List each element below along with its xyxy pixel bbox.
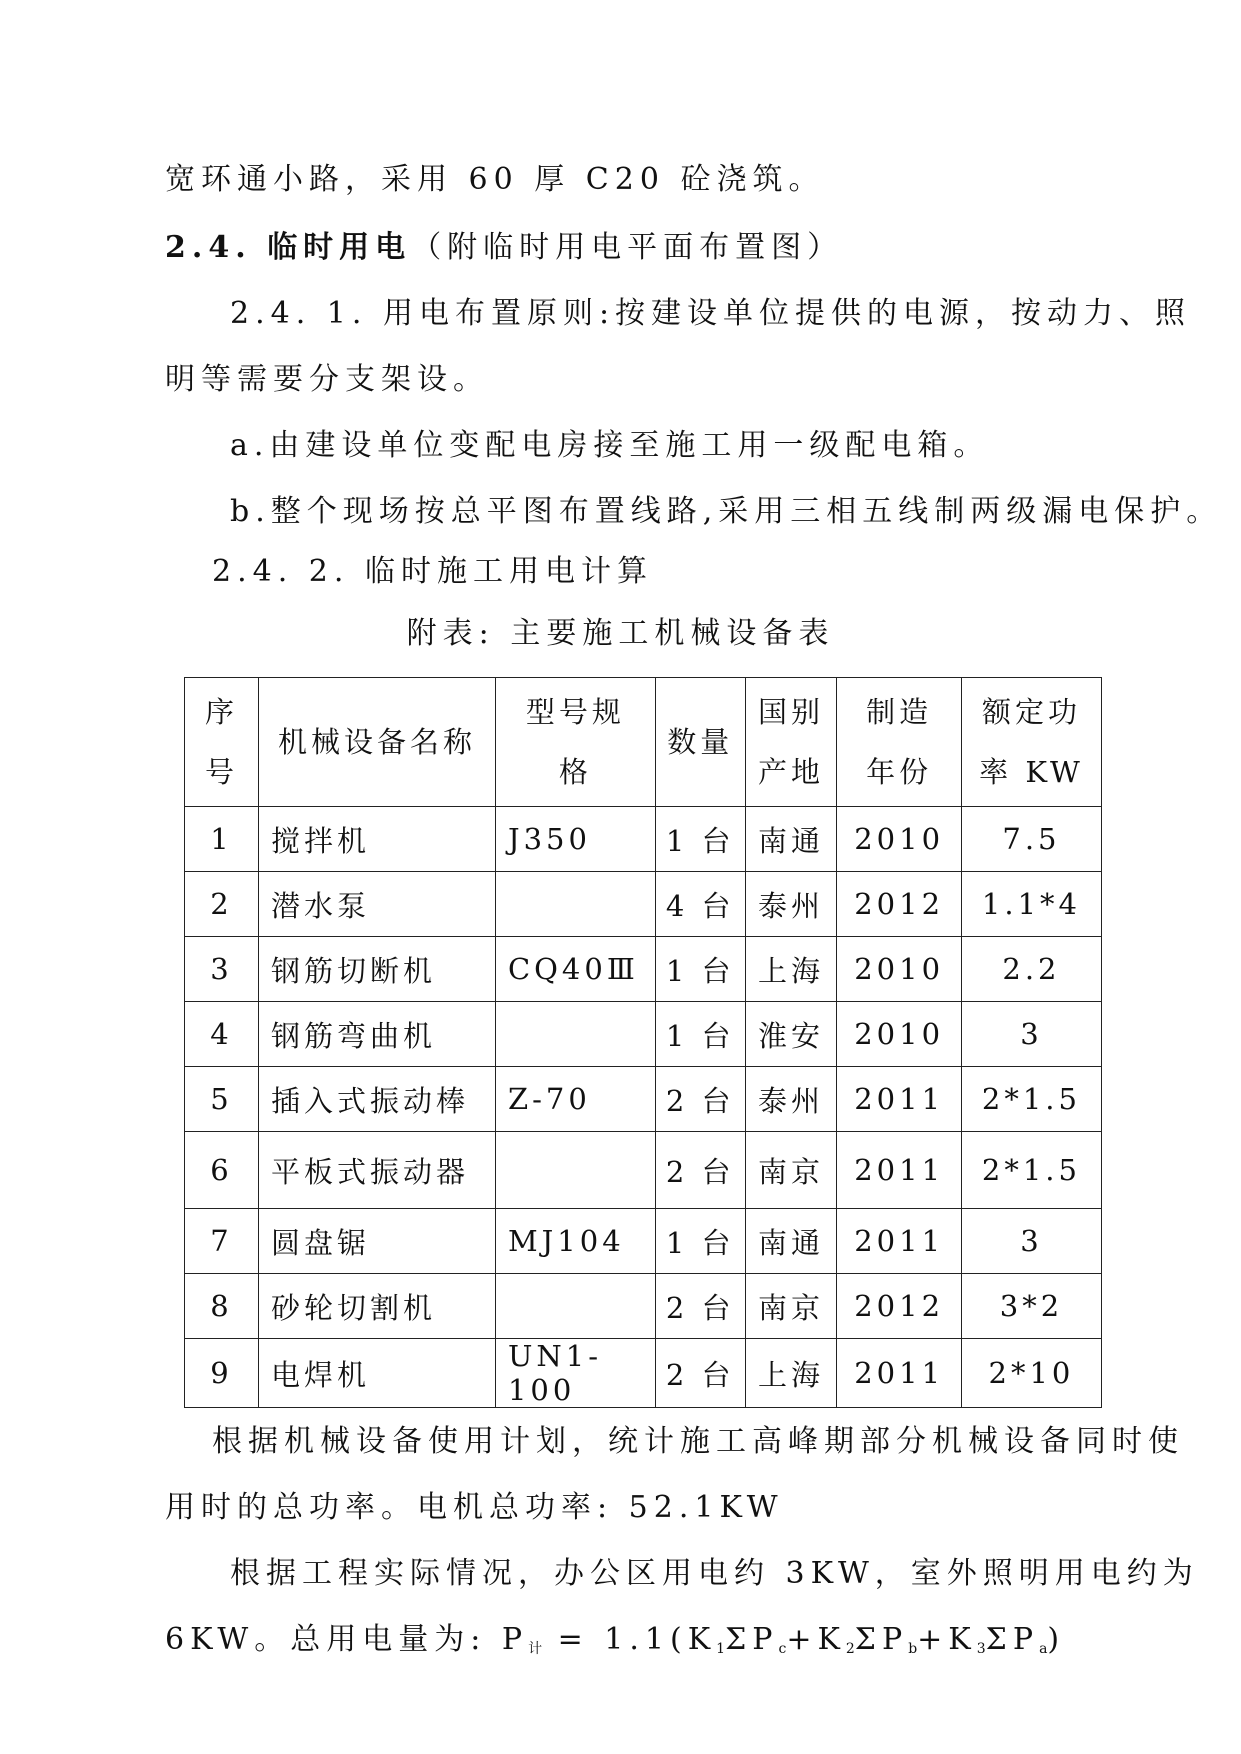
header-year: 制造 年份 (837, 678, 962, 807)
table-row: 4 钢筋弯曲机 1 台 淮安 2010 3 (185, 1002, 1102, 1067)
paragraph-principle-line1: 2.4. 1. 用电布置原则:按建设单位提供的电源，按动力、照 (230, 296, 1192, 331)
section-note: （附临时用电平面布置图） (411, 230, 844, 265)
paragraph-usage-line1: 根据工程实际情况，办公区用电约 3KW，室外照明用电约为 (230, 1556, 1199, 1591)
header-model: 型号规 格 (495, 678, 655, 807)
table-caption: 附表: 主要施工机械设备表 (406, 616, 835, 651)
paragraph-formula: 6KW。总用电量为: $P_计 = 1.1(K_1\Sigma P_c+K_2\Sigma P_b+K_3\Sigma P_a)$ (165, 1622, 1066, 1657)
table-row: 7 圆盘锯 MJ104 1 台 南通 2011 3 (185, 1209, 1102, 1274)
table-row: 3 钢筋切断机 CQ40Ⅲ 1 台 上海 2010 2.2 (185, 937, 1102, 1002)
paragraph-continuation: 宽环通小路，采用 60 厚 C20 砼浇筑。 (165, 162, 825, 197)
header-origin: 国别 产地 (745, 678, 837, 807)
section-title: 临时用电 (267, 230, 412, 265)
header-power: 额定功 率 KW (961, 678, 1101, 807)
header-name: 机械设备名称 (259, 678, 496, 807)
table-row: 9 电焊机 UN1-100 2 台 上海 2011 2*10 (185, 1339, 1102, 1408)
item-b: b.整个现场按总平图布置线路,采用三相五线制两级漏电保护。 (230, 494, 1223, 529)
equipment-table (184, 677, 1102, 1408)
table-row: 5 插入式振动棒 Z-70 2 台 泰州 2011 2*1.5 (185, 1067, 1102, 1132)
header-qty: 数量 (655, 678, 745, 807)
section-heading (165, 228, 843, 268)
section-number: 2.4. (165, 230, 252, 265)
table-row: 8 砂轮切割机 2 台 南京 2012 3*2 (185, 1274, 1102, 1339)
table-row: 2 潜水泵 4 台 泰州 2012 1.1*4 (185, 872, 1102, 937)
header-no: 序 号 (185, 678, 259, 807)
subsection-heading: 2.4. 2. 临时施工用电计算 (212, 554, 653, 589)
table-row: 6 平板式振动器 2 台 南京 2011 2*1.5 (185, 1132, 1102, 1209)
paragraph-power-line2: 用时的总功率。电机总功率: 52.1KW (165, 1490, 784, 1525)
table-row: 1 搅拌机 J350 1 台 南通 2010 7.5 (185, 807, 1102, 872)
table-header-row (185, 678, 1102, 807)
paragraph-principle-line2: 明等需要分支架设。 (165, 362, 489, 397)
item-a: a.由建设单位变配电房接至施工用一级配电箱。 (230, 428, 990, 463)
paragraph-power-line1: 根据机械设备使用计划，统计施工高峰期部分机械设备同时使 (212, 1424, 1184, 1459)
